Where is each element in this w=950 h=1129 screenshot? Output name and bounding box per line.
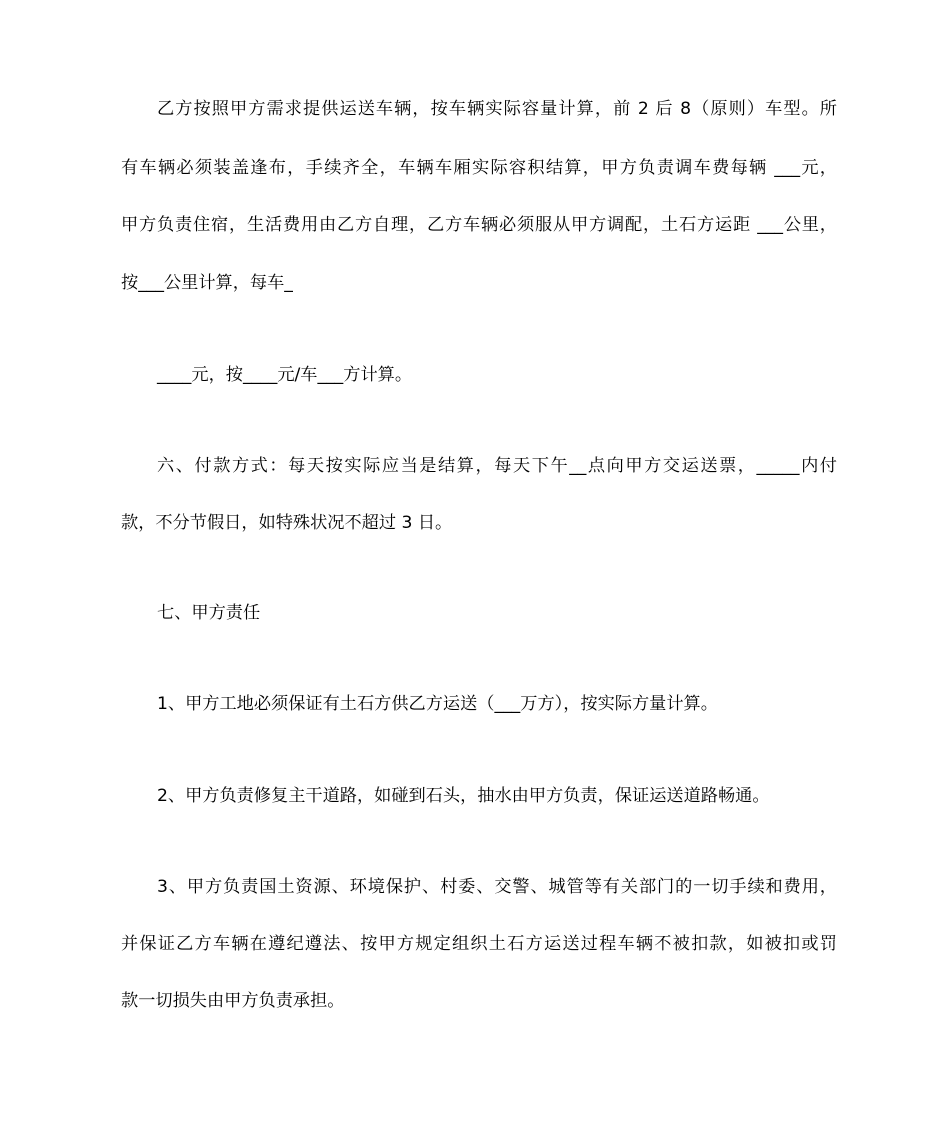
section-payment-line-2: 款，不分节假日，如特殊状况不超过 3 日。 (121, 513, 453, 533)
item-3-line-3: 款一切损失由甲方负责承担。 (121, 991, 345, 1011)
paragraph-price-line-1: ____元，按____元/车___方计算。 (157, 365, 413, 385)
paragraph-transport-line-3: 甲方负责住宿，生活费用由乙方自理，乙方车辆必须服从甲方调配，土石方运距 ___公里， (121, 215, 837, 235)
item-2-line-1: 2、甲方负责修复主干道路，如碰到石头，抽水由甲方负责，保证运送道路畅通。 (157, 786, 770, 806)
item-1-line-1: 1、甲方工地必须保证有土石方供乙方运送（___万方），按实际方量计算。 (157, 694, 718, 714)
paragraph-transport-line-4: 按___公里计算，每车_ (121, 273, 293, 293)
paragraph-transport-line-1: 乙方按照甲方需求提供运送车辆，按车辆实际容量计算，前 2 后 8（原则）车型。所 (157, 99, 837, 119)
section-payment-line-1: 六、付款方式：每天按实际应当是结算，每天下午__点向甲方交运送票，_____内付 (157, 456, 837, 476)
item-3-line-1: 3、甲方负责国土资源、环境保护、村委、交警、城管等有关部门的一切手续和费用， (157, 877, 837, 897)
item-3-line-2: 并保证乙方车辆在遵纪遵法、按甲方规定组织土石方运送过程车辆不被扣款，如被扣或罚 (121, 934, 837, 954)
section-party-a-heading: 七、甲方责任 (157, 603, 261, 623)
paragraph-transport-line-2: 有车辆必须装盖逢布，手续齐全，车辆车厢实际容积结算，甲方负责调车费每辆 ___元， (121, 158, 837, 178)
